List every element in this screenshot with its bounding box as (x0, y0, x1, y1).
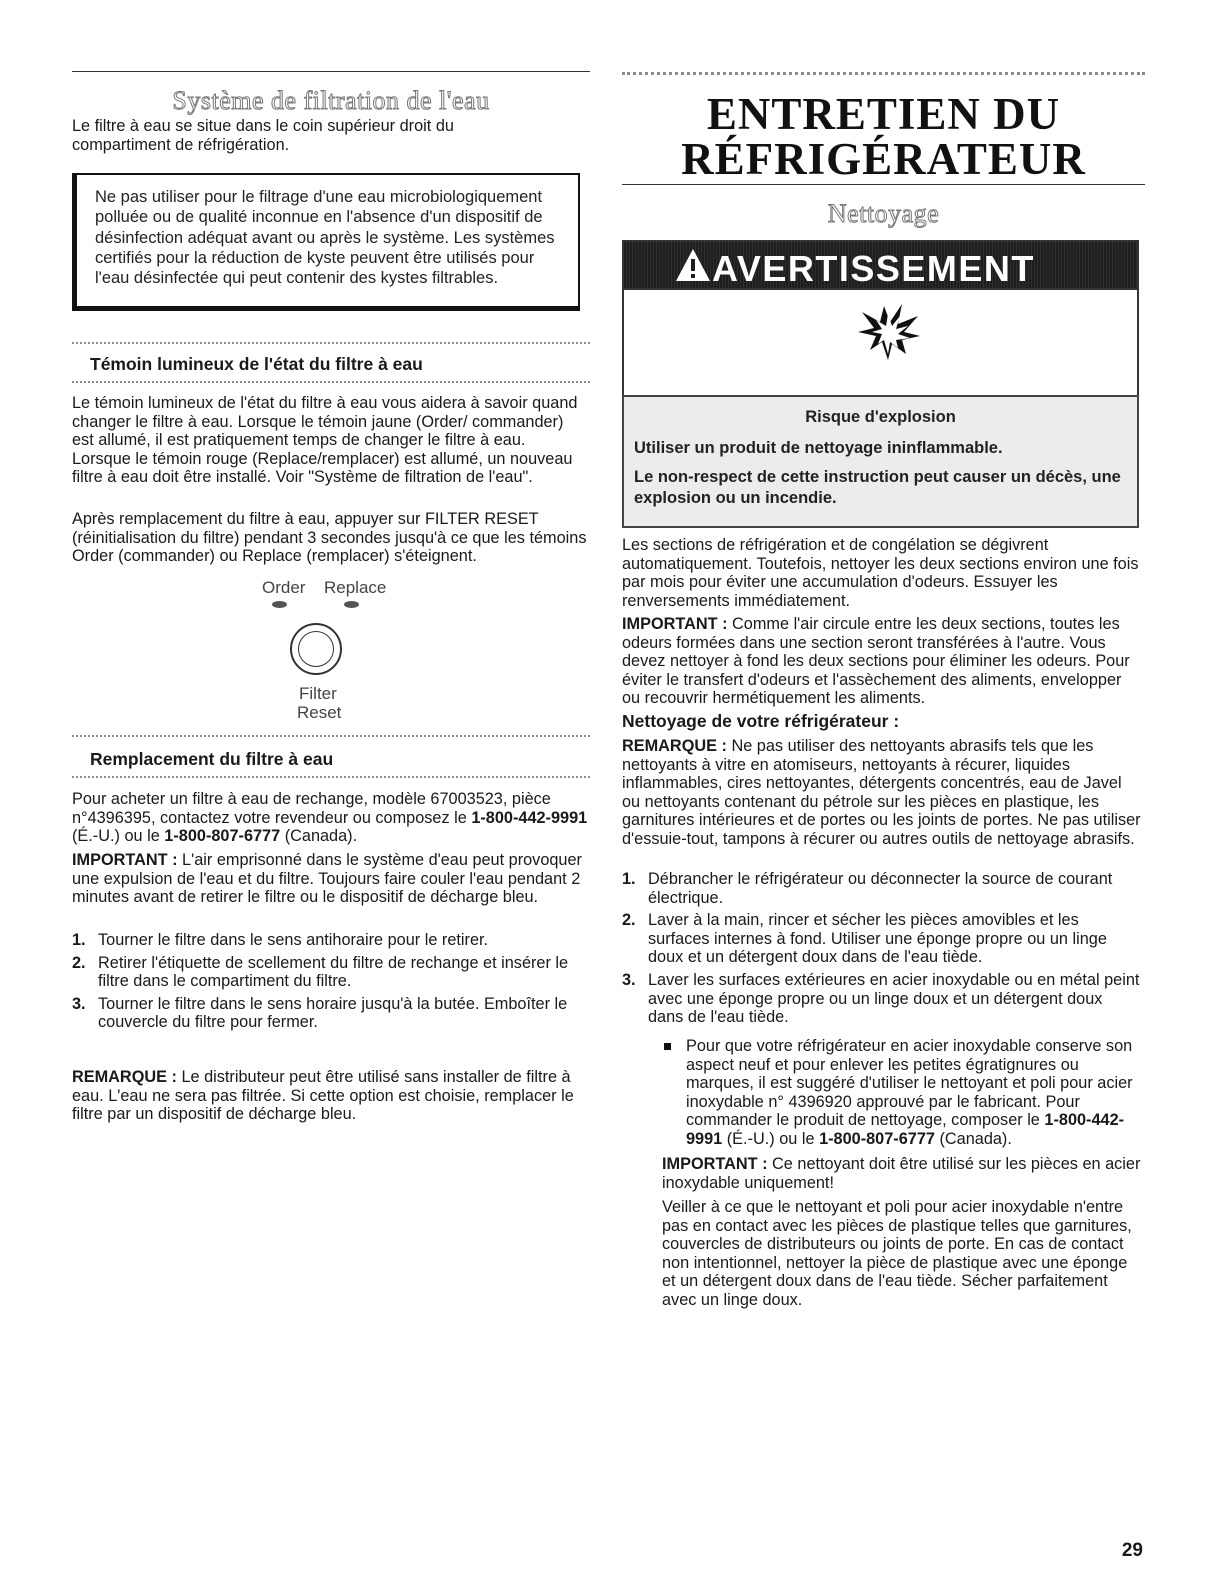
warning-risk: Risque d'explosion (805, 408, 956, 426)
step-text: Tourner le filtre dans le sens antihoraire pour le retirer. (98, 931, 489, 949)
page-title-line-2: RÉFRIGÉRATEUR (681, 134, 1086, 184)
important-text: Comme l'air circule entre les deux sections, toutes les odeurs formées dans une section seront transférées à l'autre. Vous devez nettoyer à fond les deux sections pour éliminer les odeurs. Pour éviter le transfert d'odeurs et l'assèchement des aliments, envelopper ou recouvrir hermétiquement les aliments. (622, 615, 1130, 708)
section-title-cleaning: Nettoyage (827, 199, 940, 228)
filter-label: Filter (299, 684, 337, 703)
title-rule (622, 184, 1145, 185)
steps-list (72, 931, 588, 1032)
phone-us: 1-800-442-9991 (686, 1111, 1125, 1148)
bullet-square-icon (664, 1043, 671, 1050)
indicator-paragraph-2: Après remplacement du filtre à eau, appuyer sur FILTER RESET (réinitialisation du filtre) pendant 3 secondes jusqu'à ce que les témoins Order (commander) ou Replace (remplacer) s'éteignent. (72, 510, 587, 566)
notice-text: Ne pas utiliser pour le filtrage d'une eau microbiologiquement polluée ou de qualité inconnue en l'absence d'un dispositif de désinfection adéquat avant ou après le système. Les systèmes certifiés pour la réduction de kyste peuvent être utilisés pour l'eau désinfectée qui peut contenir des kystes filtrables. (95, 188, 555, 288)
step-text: Débrancher le réfrigérateur ou déconnecter la source de courant électrique. (648, 870, 1113, 907)
replace-indicator-light (344, 601, 359, 608)
remarque-label: REMARQUE : (72, 1068, 177, 1086)
dotted-rule (72, 381, 590, 383)
list-item (662, 1037, 1142, 1149)
bullet-item (662, 1037, 1142, 1149)
cleaning-steps (622, 870, 1142, 1027)
warning-line-2: Le non-respect de cette instruction peut causer un décès, une explosion ou un incendie. (634, 468, 1121, 507)
order-indicator-light (272, 601, 287, 608)
button-ring-icon (298, 631, 334, 667)
replace-heading: Remplacement du filtre à eau (90, 749, 334, 769)
warning-icon-area (622, 290, 1139, 395)
remarque-text: Le distributeur peut être utilisé sans installer de filtre à eau. L'eau ne sera pas filtrée. Si cette option est choisie, remplacer le filtre par un dispositif de décharge bleu. (72, 1068, 574, 1124)
step-number: 1. (72, 931, 86, 949)
order-label: Order (262, 578, 306, 597)
warning-body (622, 395, 1139, 528)
phone-canada: 1-800-807-6777 (819, 1129, 935, 1148)
step-text: Laver les surfaces extérieures en acier inoxydable ou en métal peint avec une éponge propre ou un linge doux et un détergent doux dans de l'eau tiède. (648, 970, 1140, 1027)
remarque-paragraph (72, 1068, 588, 1124)
phone-canada: 1-800-807-6777 (164, 827, 281, 846)
warning-line-1: Utiliser un produit de nettoyage ininflammable. (634, 439, 1003, 457)
step-text: Tourner le filtre dans le sens horaire jusqu'à la butée. Emboîter le couvercle du filtre pour fermer. (98, 994, 568, 1032)
list-item (72, 931, 588, 950)
cleaning-final-paragraph: Veiller à ce que le nettoyant et poli pour acier inoxydable n'entre pas en contact avec les pièces de plastique telles que garnitures, couvercles de distributeurs ou joints de porte. En cas de contact non intentionnel, nettoyer la pièce de plastique avec une éponge et un détergent doux dans de l'eau tiède. Sécher parfaitement avec un linge doux. (662, 1198, 1132, 1309)
warning-banner (622, 240, 1139, 290)
bullet-end: (Canada). (939, 1129, 1012, 1148)
warning-banner-text: AVERTISSEMENT (712, 248, 1035, 289)
indicator-heading: Témoin lumineux de l'état du filtre à eau (90, 354, 423, 374)
cleaning-remarque (622, 737, 1142, 849)
dotted-rule (72, 776, 590, 778)
bullet-text: Pour que votre réfrigérateur en acier inoxydable conserve son aspect neuf et pour enlever les petites égratignures ou marques, il est suggéré d'utiliser le nettoyant et poli pour acier inoxydable n° 4396920 approuvé par le fabricant. Pour commander le produit de nettoyage, composer le (686, 1037, 1133, 1130)
cleaning-important-2 (662, 1155, 1142, 1192)
important-text: Ce nettoyant doit être utilisé sur les pièces en acier inoxydable uniquement! (662, 1155, 1141, 1192)
phone-us: 1-800-442-9991 (471, 808, 588, 827)
step-number: 2. (72, 953, 86, 972)
step-number: 1. (622, 870, 636, 888)
page-number: 29 (1121, 1540, 1143, 1561)
intro-text: Le filtre à eau se situe dans le coin supérieur droit du compartiment de réfrigération. (72, 117, 454, 154)
important-label: IMPORTANT : (622, 615, 728, 633)
step-number: 3. (622, 970, 636, 989)
filter-reset-button[interactable] (290, 623, 342, 675)
important-paragraph (72, 851, 588, 907)
step-text: Retirer l'étiquette de scellement du filtre de rechange et insérer le filtre dans le compartiment du filtre. (98, 953, 569, 991)
indicator-paragraph-1: Le témoin lumineux de l'état du filtre à eau vous aidera à savoir quand changer le filtre à eau. Lorsque le témoin jaune (Order/ commander) est allumé, il est pratiquement temps de changer le filtre à eau. Lorsque le témoin rouge (Replace/remplacer) est allumé, un nouveau filtre à eau doit être installé. Voir "Système de filtration de l'eau". (72, 394, 578, 487)
explosion-icon (852, 302, 924, 362)
step-number: 2. (622, 911, 636, 930)
replace-text-b: (É.-U.) ou le (72, 827, 160, 846)
cleaning-important (622, 615, 1142, 708)
replace-label: Replace (324, 578, 387, 597)
important-label: IMPORTANT : (662, 1155, 768, 1173)
filter-control-panel (262, 578, 412, 723)
cleaning-paragraph-1: Les sections de réfrigération et de congélation se dégivrent automatiquement. Toutefois, nettoyer les deux sections environ une fois par mois pour éviter une accumulation d'odeurs. Essuyer les renversements immédiatement. (622, 536, 1139, 610)
warning-triangle-icon (674, 247, 712, 283)
remarque-label: REMARQUE : (622, 737, 727, 755)
step-number: 3. (72, 994, 86, 1013)
step-text: Laver à la main, rincer et sécher les pièces amovibles et les surfaces internes à fond. Utiliser une éponge propre ou un linge doux et un détergent doux dans de l'eau tiède. (648, 911, 1107, 967)
replace-paragraph (72, 790, 588, 846)
list-item (622, 870, 1142, 907)
important-label: IMPORTANT : (72, 851, 178, 869)
replace-text-c: (Canada). (284, 827, 358, 846)
important-text: L'air emprisonné dans le système d'eau peut provoquer une expulsion de l'eau et du filtre. Toujours faire couler l'eau pendant 2 minutes avant de retirer le filtre ou le dispositif de décharge bleu. (72, 851, 582, 907)
replace-text-a: Pour acheter un filtre à eau de rechange, modèle 67003523, pièce n°4396395, contactez votre revendeur ou composez le (72, 790, 551, 827)
section-title-filtration: Système de filtration de l'eau (172, 86, 490, 115)
cleaning-subheading: Nettoyage de votre réfrigérateur : (622, 711, 900, 731)
reset-label: Reset (297, 703, 342, 722)
list-item (622, 971, 1142, 1027)
list-item (72, 954, 588, 991)
dotted-rule (72, 342, 590, 344)
notice-box (72, 173, 580, 311)
top-rule (622, 72, 1145, 75)
list-item (72, 995, 588, 1032)
remarque-text: Ne pas utiliser des nettoyants abrasifs tels que les nettoyants à vitre en atomiseurs, nettoyants à récurer, liquides inflammables, cires nettoyantes, détergents concentrés, eau de Javel ou nettoyants contenant du pétrole sur les pièces en plastique, les garnitures intérieures et de portes ou les joints de portes. Ne pas utiliser d'essuie-tout, tampons à récurer ou autres outils de nettoyage abrasifs. (622, 737, 1141, 848)
bullet-mid: (É.-U.) ou le (726, 1129, 815, 1148)
dotted-rule (72, 735, 590, 737)
top-rule (72, 71, 590, 72)
page-title-line-1: ENTRETIEN DU (706, 89, 1061, 139)
warning-box (622, 240, 1139, 528)
list-item (622, 911, 1142, 967)
